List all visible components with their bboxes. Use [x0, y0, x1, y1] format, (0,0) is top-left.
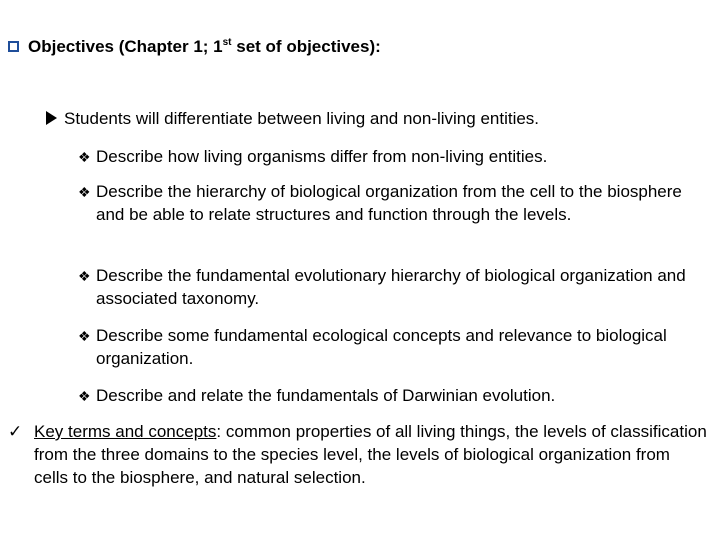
key-terms-label: Key terms and concepts [34, 422, 217, 441]
objective-item [78, 180, 708, 226]
objective-item [78, 384, 708, 407]
heading-text-post: set of objectives): [231, 37, 381, 56]
heading-superscript: st [222, 37, 232, 48]
objective-text: Describe the fundamental evolutionary hierarchy of biological organization and associated taxonomy. [96, 266, 686, 308]
check-icon: ✓ [8, 422, 23, 441]
main-goal [46, 109, 539, 129]
diamond-bullet-icon: ❖ [78, 149, 91, 165]
diamond-bullet-icon: ❖ [78, 184, 91, 200]
diamond-bullet-icon: ❖ [78, 388, 91, 404]
objective-item [78, 145, 708, 168]
objective-text: Describe the hierarchy of biological organization from the cell to the biosphere and be able to relate structures and function through the levels. [96, 182, 682, 224]
key-terms-body [8, 420, 708, 489]
key-terms [8, 420, 708, 489]
heading-text-pre: Objectives (Chapter 1; 1 [28, 37, 223, 56]
main-goal-text: Students will differentiate between living and non-living entities. [64, 109, 540, 128]
objective-item [78, 264, 708, 310]
objectives-heading [8, 37, 381, 57]
objective-item [78, 324, 708, 370]
diamond-bullet-icon: ❖ [78, 268, 91, 284]
objective-text: Describe and relate the fundamentals of Darwinian evolution. [96, 386, 556, 405]
diamond-bullet-icon: ❖ [78, 328, 91, 344]
key-terms-text: : common properties of all living things, the levels of classification from the three domains to the species level, the levels of biological organization from cells to the biosphere, and natural selection. [34, 422, 707, 487]
square-bullet-icon [8, 41, 19, 52]
objective-text: Describe how living organisms differ from non-living entities. [96, 147, 548, 166]
objective-text: Describe some fundamental ecological concepts and relevance to biological organization. [96, 326, 667, 368]
arrow-bullet-icon [46, 111, 57, 125]
